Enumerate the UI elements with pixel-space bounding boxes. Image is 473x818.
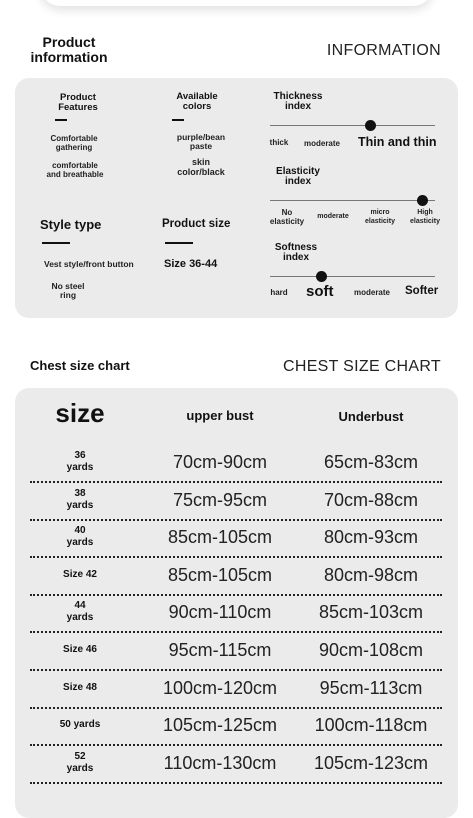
softness-title: Softness index xyxy=(274,242,318,263)
row-divider xyxy=(30,744,442,746)
row-underbust: 80cm-98cm xyxy=(323,564,419,585)
style-type-value: Vest style/front button xyxy=(44,259,134,269)
row-size: Size 42 xyxy=(63,568,97,580)
row-size: 38 yards xyxy=(66,487,94,511)
features-title: Product Features xyxy=(58,92,98,113)
product-size-label: Product size xyxy=(162,218,231,230)
style-type-label: Style type xyxy=(40,217,102,232)
row-divider xyxy=(30,669,442,671)
col-upper-header: upper bust xyxy=(186,408,254,423)
elasticity-selector xyxy=(417,195,428,206)
row-upper-bust: 85cm-105cm xyxy=(167,527,273,548)
style-type-dash xyxy=(42,242,70,244)
chest-chart-heading: Chest size chart xyxy=(30,358,130,373)
features-dash xyxy=(55,119,67,121)
softness-option: moderate xyxy=(353,288,390,297)
row-divider xyxy=(30,707,442,709)
row-upper-bust: 90cm-110cm xyxy=(168,602,272,623)
chest-chart-heading-right: CHEST SIZE CHART xyxy=(282,358,441,375)
thickness-selector xyxy=(365,120,376,131)
row-upper-bust: 100cm-120cm xyxy=(162,677,278,698)
feature-item: Comfortable gathering xyxy=(50,134,98,152)
top-card-edge xyxy=(40,0,433,6)
thickness-option: moderate xyxy=(303,139,340,148)
thickness-option: thick xyxy=(269,138,289,147)
thickness-selected: Thin and thin xyxy=(358,135,437,149)
elasticity-option: moderate xyxy=(317,213,349,220)
row-divider xyxy=(30,481,442,483)
thickness-title: Thickness index xyxy=(273,91,323,112)
color-item: purple/bean paste xyxy=(176,132,226,151)
row-size: 50 yards xyxy=(59,719,101,731)
color-item: skin color/black xyxy=(177,157,225,177)
thickness-track xyxy=(270,125,435,126)
row-underbust: 65cm-83cm xyxy=(323,452,419,472)
elasticity-selected: High elasticity xyxy=(410,209,440,225)
row-upper-bust: 110cm-130cm xyxy=(163,752,277,773)
row-underbust: 90cm-108cm xyxy=(318,640,424,660)
row-divider xyxy=(30,519,442,521)
row-divider xyxy=(30,556,442,558)
row-divider xyxy=(30,631,442,633)
row-size: 52 yards xyxy=(66,750,94,774)
softness-selector xyxy=(316,271,327,282)
row-upper-bust: 85cm-105cm xyxy=(167,564,273,585)
row-underbust: 105cm-123cm xyxy=(313,752,429,773)
row-size: 40 yards xyxy=(66,525,94,549)
row-size: 44 yards xyxy=(66,600,94,624)
product-size-dash xyxy=(165,242,193,244)
elasticity-option: No elasticity xyxy=(269,208,305,226)
row-size: Size 46 xyxy=(63,644,97,655)
row-upper-bust: 70cm-90cm xyxy=(172,452,268,472)
product-info-heading-right: INFORMATION xyxy=(326,42,441,59)
row-underbust: 100cm-118cm xyxy=(314,715,428,736)
row-upper-bust: 95cm-115cm xyxy=(168,640,272,660)
row-divider xyxy=(30,594,442,596)
feature-item: comfortable and breathable xyxy=(46,161,104,179)
col-under-header: Underbust xyxy=(338,409,404,424)
row-underbust: 85cm-103cm xyxy=(318,602,424,623)
col-size-header: size xyxy=(55,398,105,428)
product-info-heading: Product information xyxy=(30,34,108,65)
row-divider xyxy=(30,782,442,784)
colors-dash xyxy=(172,119,184,121)
softness-selected: soft xyxy=(306,283,334,300)
row-underbust: 70cm-88cm xyxy=(323,489,419,510)
elasticity-option: micro elasticity xyxy=(365,209,395,225)
row-upper-bust: 75cm-95cm xyxy=(172,489,268,510)
elasticity-title: Elasticity index xyxy=(276,166,320,187)
row-underbust: 80cm-93cm xyxy=(323,527,419,548)
elasticity-track xyxy=(270,200,435,201)
row-size: Size 48 xyxy=(63,681,97,693)
softness-option: Softer xyxy=(405,285,439,297)
row-size: 36 yards xyxy=(66,450,94,473)
style-type-extra: No steel ring xyxy=(51,281,85,300)
colors-title: Available colors xyxy=(176,91,218,112)
row-underbust: 95cm-113cm xyxy=(319,677,423,698)
softness-option: hard xyxy=(270,288,288,297)
softness-track xyxy=(270,276,435,277)
product-size-value: Size 36-44 xyxy=(164,258,218,270)
row-upper-bust: 105cm-125cm xyxy=(162,715,278,736)
